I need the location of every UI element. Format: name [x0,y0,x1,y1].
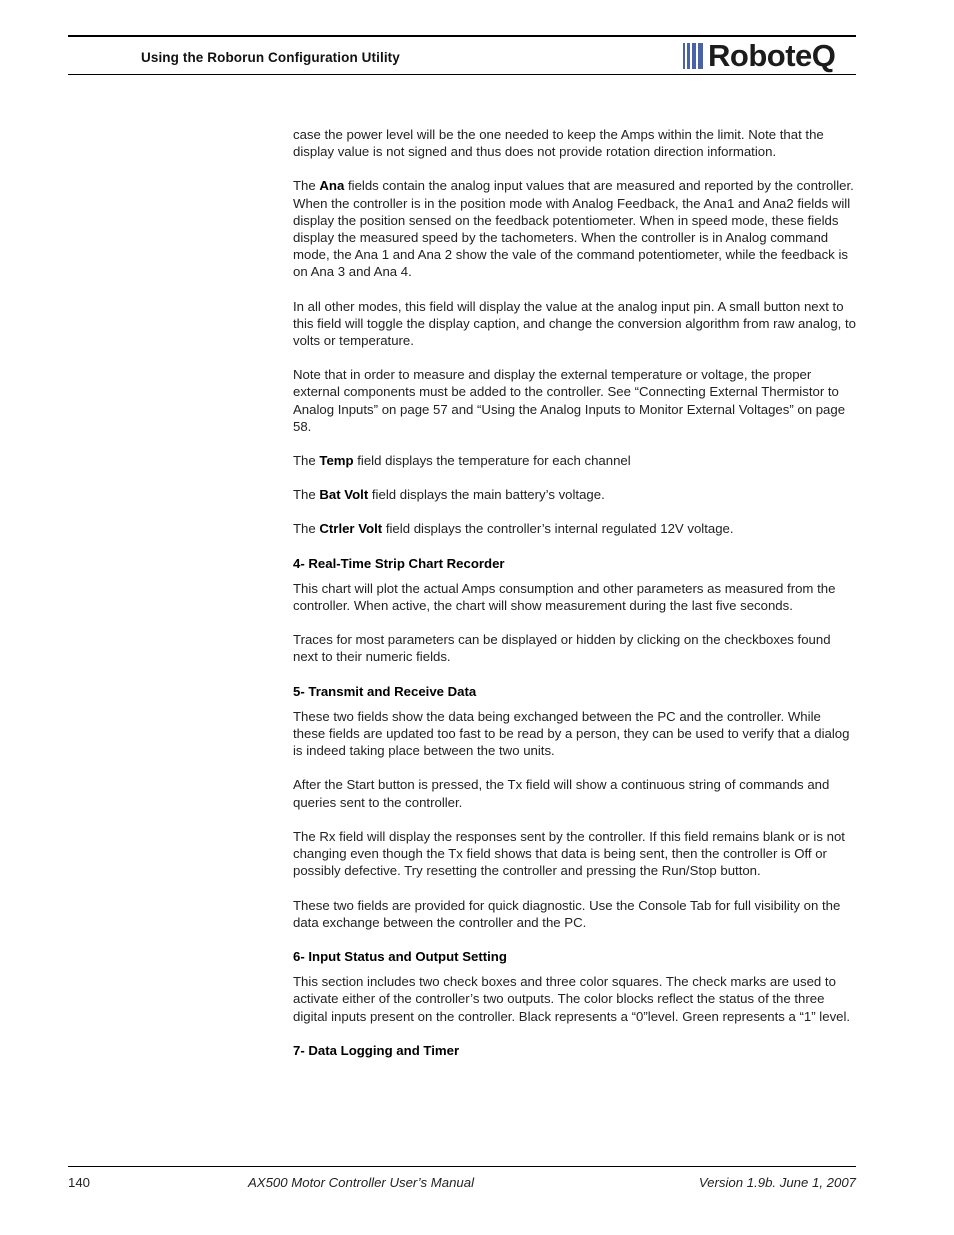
paragraph: Traces for most parameters can be displayed or hidden by clicking on the checkboxes found next to their numeric fields. [293,632,831,665]
top-rule [68,35,856,37]
footer-rule [68,1166,856,1167]
paragraph: After the Start button is pressed, the Tx field will show a continuous string of commands and queries sent to the controller. [293,777,830,810]
term-temp: Temp [319,453,354,469]
section-heading-strip-chart: 4- Real-Time Strip Chart Recorder [293,555,505,571]
logo-wordmark: RoboteQ [708,38,836,73]
paragraph: These two fields are provided for quick diagnostic. Use the Console Tab for full visibility on the data exchange between the controller and the PC. [293,897,841,930]
paragraph: The Rx field will display the responses sent by the controller. If this field remains blank or is not changing even though the Tx field shows that data is being sent, then the controller is Off or possibly defective. Try resetting the controller and pressing the Run/Stop button. [293,828,845,879]
page-body [293,126,856,1067]
paragraph: In all other modes, this field will display the value at the analog input pin. A small button next to this field will toggle the display caption, and change the conversion algorithm from raw analog, to volts or temperature. [293,298,856,349]
version-info: Version 1.9b. June 1, 2007 [698,1175,856,1190]
roboteq-logo [683,40,835,72]
paragraph-bat-volt: The Bat Volt field displays the main battery’s voltage. [293,487,605,503]
running-header-title: Using the Roborun Configuration Utility [141,50,400,65]
logo-bars-icon [683,43,705,69]
section-heading-data-logging: 7- Data Logging and Timer [293,1042,460,1058]
paragraph-ana: The Ana fields contain the analog input values that are measured and reported by the controller. When the controller is in the position mode with Analog Feedback, the Ana1 and Ana2 fields will display the position sensed on the feedback potentiometer. When in speed mode, these fields display the measured speed by the tachometers. When the controller is in Analog command mode, the Ana 1 and Ana 2 show the vale of the command potentiometer, while the feedback is on Ana 3 and Ana 4. [293,178,854,280]
page-number: 140 [68,1175,91,1190]
paragraph: These two fields show the data being exchanged between the PC and the controller. While these fields are updated too fast to be read by a person, they can be used to verify that a dialog is indeed taking place between the two units. [293,708,850,759]
paragraph: Note that in order to measure and display the external temperature or voltage, the proper external components must be added to the controller. See “Connecting External Thermistor to Analog Inputs” on page 57 and “Using the Analog Inputs to Monitor External Voltages” on page 58. [293,367,846,434]
paragraph-temp: The Temp field displays the temperature for each channel [293,453,631,469]
section-heading-input-status: 6- Input Status and Output Setting [293,948,507,964]
section-heading-transmit-receive: 5- Transmit and Receive Data [293,683,477,699]
header-rule [68,74,856,75]
manual-title: AX500 Motor Controller User’s Manual [248,1175,474,1190]
term-ana: Ana [319,178,345,194]
paragraph-ctrler-volt: The Ctrler Volt field displays the controller’s internal regulated 12V voltage. [293,521,734,537]
paragraph: case the power level will be the one needed to keep the Amps within the limit. Note that the display value is not signed and thus does not provide rotation direction information. [293,127,824,160]
term-bat-volt: Bat Volt [319,487,369,503]
paragraph: This section includes two check boxes and three color squares. The check marks are used to activate either of the controller’s two outputs. The color blocks reflect the status of the three digital inputs present on the controller. Black represents a “0”level. Green represents a “1” level. [293,974,851,1024]
term-ctrler-volt: Ctrler Volt [319,521,383,537]
paragraph: This chart will plot the actual Amps consumption and other parameters as measured from the controller. When active, the chart will show measurement during the last five seconds. [293,580,836,614]
